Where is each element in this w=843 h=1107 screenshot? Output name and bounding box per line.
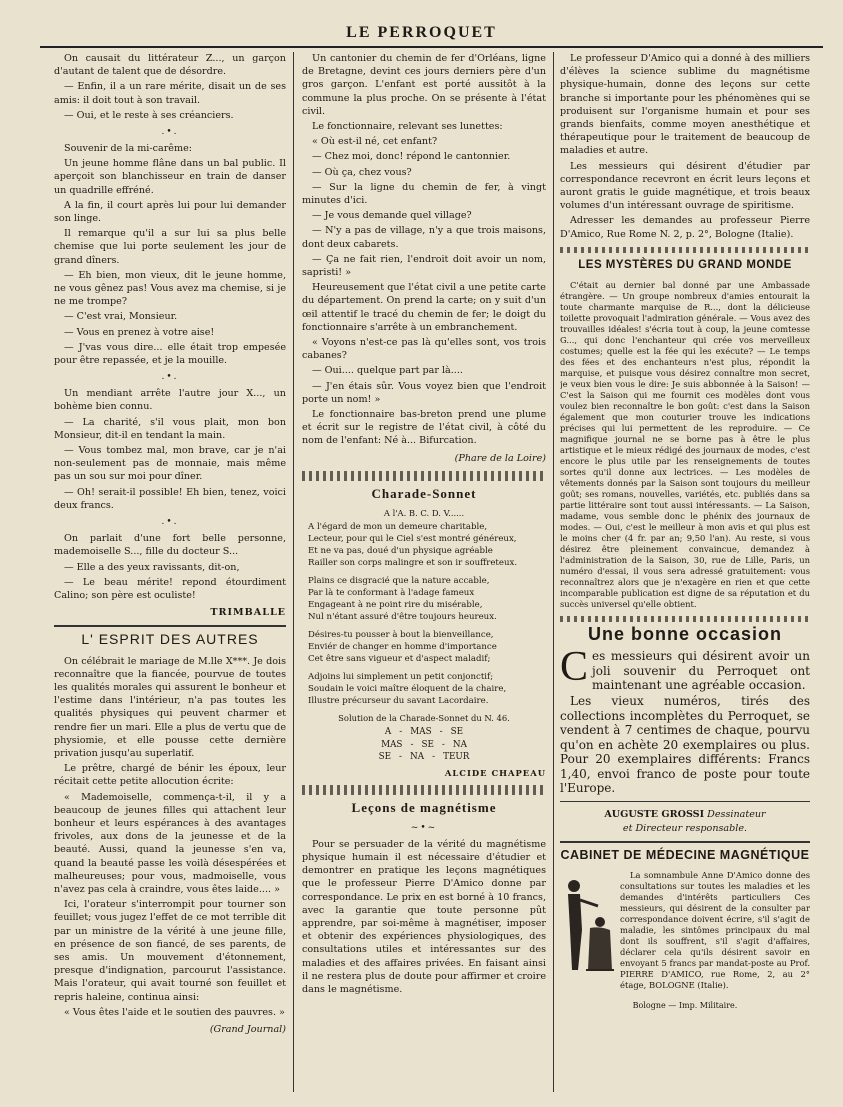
drop-cap: C <box>560 644 589 691</box>
ornament-border <box>560 247 810 253</box>
article-paragraph: Le prêtre, chargé de bénir les époux, leur récitait cette petite allocution écrite: <box>54 763 286 788</box>
publisher-name: AUGUSTE GROSSI <box>604 809 705 821</box>
charade-poem <box>302 521 546 707</box>
article-source: (Grand Journal) <box>209 1024 286 1035</box>
column-divider <box>553 52 554 1092</box>
anecdote-paragraph: — Oui, et le reste à ses créanciers. <box>64 109 234 121</box>
section-title-cabinet: CABINET DE MÉDECINE MAGNÉTIQUE <box>560 847 810 862</box>
column-middle <box>302 52 546 1092</box>
solution-cell: NA <box>452 739 467 750</box>
column-left <box>54 52 286 1092</box>
solution-cell: MAS <box>410 727 432 738</box>
anecdote-paragraph: — Elle a des yeux ravissants, dit-on, <box>64 561 240 573</box>
solution-cell: - <box>399 727 403 738</box>
ad-paragraph: es messieurs qui désirent avoir un joli souvenir du Perroquet ont maintenant une agréable occasion. <box>592 649 810 693</box>
ad-paragraph: C'était au dernier bal donné par une Ambassade étrangère. — Un groupe nombreux d'amies entourait la toute charmante marquise de R..., dont la délicieuse toilette provoquait l'admiration générale. — Vous avez des trouvailles idéales! s'écria tout à coup, la jeune comtesse G..., qui donc l'enchanteur qui crée vos merveilleux costumes; quelle est la fée qui les exécute? — Le temps des fées et des enchanteurs n'est plus, répondit la marquise, et puisque vous désirez connaître mon secret, je veux bien vous le dire: Je suis abbonnée à la Saison! — C'est la Saison qui me fournit ces modèles dont vous voulez bien reconnaître le bon goût: c'est dans la Saison également que mon couturier trouve les indications précises qui lui permettent de les reproduire. — Ce magnifique journal ne se borne pas à être le plus artistique et le mieux rédigé des journaux de modes, c'est encore le plus utile par les renseignements de toutes sortes qu'il donne aux lectrices. — Les modèles de vêtements donnés par la Saison sont toujours du meilleur goût; ses romans, nouvelles, variétés, etc. publiés dans sa partie littéraire sont tout aussi intéressants. — La Saison, madame, vous semble donc le phénix des journaux de modes. — Oui, c'est le meilleur à mon avis et qui plus est le moins cher (4 fr. par an; 9,50 l'an). Au reste, si vous désirez être pleinement convaincue, demandez à l'administration de la Saison, 30, rue de Lille, Paris, un numéro d'essai, il vous sera adressé gratuitement: vous reconnaîtrez alors que je n'exagère en rien et que cette incomparable publication est digne de sa réputation et du succès universel qu'elle obtient. <box>560 280 810 610</box>
solution-cell: SE <box>421 739 434 750</box>
anecdote-paragraph: — La charité, s'il vous plait, mon bon Monsieur, dit-il en tendant la main. <box>54 416 286 441</box>
solution-cell: - <box>432 752 436 763</box>
author-signature: TRIMBALLE <box>210 607 286 619</box>
solution-signature: ALCIDE CHAPEAU <box>444 767 546 778</box>
article-source: (Phare de la Loire) <box>454 452 546 464</box>
publisher-credit <box>560 808 810 834</box>
poem-line: Plains ce disgracié que la nature accable, <box>308 576 490 587</box>
article-paragraph: On célébrait le mariage de M.lle X***. Je dois reconnaître que la fiancée, pourvue de toutes les qualités morales qui assurent le bonheur et l'estime dans l'intérieur, n'a pas toutes les qualités physiques qui peuvent charmer et rendre fier un mari. Elle a plus de vertu que de physiomie, et elle pousse cette dernière privation jusqu'au superlatif. <box>54 655 286 759</box>
anecdote-paragraph: — Vous en prenez à votre aise! <box>64 326 215 338</box>
section-title-mysteres: LES MYSTÈRES DU GRAND MONDE <box>578 258 792 271</box>
dialogue-line: « Où est-il né, cet enfant? <box>312 136 438 148</box>
section-title-bonne-occasion: Une bonne occasion <box>587 624 783 645</box>
poem-line: Désires-tu pousser à bout la bienveillance, <box>308 630 494 641</box>
article-paragraph: Ici, l'orateur s'interrompit pour tourner son feuillet; vous jugez l'effet de ce mot terrible dit par un ministre de la vérité à une jeune fille, en présence de son fiancé, de ses parents, de ses amis. Un mouvement d'étonnement, presque d'indignation, parcourut l'assistance. Mais l'orateur, qui avait tourné son feuillet et repris haleine, continua ainsi: <box>54 899 286 1003</box>
anecdote-paragraph: On causait du littérateur Z..., un garçon d'autant de talent que de désordre. <box>54 53 286 78</box>
dialogue-line: — Chez moi, donc! répond le cantonnier. <box>312 151 511 163</box>
solution-row <box>302 739 546 752</box>
dialogue-line: — Oui.... quelque part par là.... <box>312 365 463 377</box>
poem-line: Nul n'étant assuré d'être toujours heureux. <box>308 612 497 623</box>
anecdote-paragraph: — Le beau mérite! repond étourdiment Calino; son père est oculiste! <box>54 576 286 601</box>
anecdote-paragraph: — Eh bien, mon vieux, dit le jeune homme, ne vous gênez pas! Vous avez ma chemise, si je ne me trompe? <box>54 269 286 308</box>
poem-line: Lecteur, pour qui le Ciel s'est montré généreux, <box>308 534 517 545</box>
dialogue-line: — N'y a pas de village, n'y a que trois maisons, dont deux cabarets. <box>302 225 546 250</box>
poem-line: Et ne va pas, doué d'un physique agréable <box>308 546 493 557</box>
printer-imprint: Bologne — Imp. Militaire. <box>632 1000 738 1010</box>
ad-paragraph: Les messieurs qui désirent d'étudier par correspondance recevront en écrit leurs leçons et auront gratis le guide magnétique, et trois beaux volumes d'un intéressant ouvrage de spiritisme. <box>560 160 810 212</box>
anecdote-paragraph: On parlait d'une fort belle personne, mademoiselle S..., fille du docteur S... <box>54 533 286 558</box>
solution-cell: - <box>439 727 443 738</box>
dialogue-line: — Sur la ligne du chemin de fer, à vingt minutes d'ici. <box>302 181 546 207</box>
article-paragraph: Pour se persuader de la vérité du magnétisme physique humain il est nécessaire d'étudier et demontrer en pratique les leçons magnétiques que le professeur Pierre D'Amico donne par correspondance. Le prix en est borné à 10 francs, avec la garantie que toute personne pût apprendre, par soi-même à magnétiser, imposer et obtenir des expériences physiologiques, des consultations utiles et intéressantes sur des maladies et des affaires privées. En faisant ainsi il ne restera plus de doute pour affirmer et croire dans le magnétisme. <box>302 838 546 996</box>
anecdote-paragraph: — C'est vrai, Monsieur. <box>64 311 178 323</box>
dialogue-line: « Voyons n'est-ce pas là qu'elles sont, vos trois cabanes? <box>302 337 546 362</box>
publisher-role: Dessinateur <box>707 809 766 821</box>
section-rule <box>560 801 810 802</box>
solution-row <box>302 751 546 764</box>
article-paragraph: Le fonctionnaire bas-breton prend une plume et écrit sur le registre de l'état civil, à côté du nom de l'enfant: Né à... Bifurcation. <box>302 409 546 447</box>
dialogue-line: — J'en étais sûr. Vous voyez bien que l'endroit porte un nom! » <box>302 380 546 405</box>
masthead-rule <box>40 46 823 48</box>
anecdote-paragraph: — Enfin, il a un rare mérite, disait un de ses amis: il doit tout à son travail. <box>54 81 286 106</box>
magnetizer-illustration-icon <box>560 870 614 980</box>
bonne-occasion-block <box>560 644 810 795</box>
solution-table <box>302 726 546 764</box>
anecdote-paragraph: Un jeune homme flâne dans un bal public. Il aperçoit son blanchisseur en train de danser un quadrille effréné. <box>54 158 286 196</box>
dialogue-line: — Où ça, chez vous? <box>312 166 412 178</box>
column-right <box>560 52 810 1092</box>
separator-flourish: ~•~ <box>410 822 438 833</box>
section-rule <box>54 625 286 627</box>
poem-line: Par là te conformant à l'adage fameux <box>308 588 475 599</box>
poem-line: Illustre précurseur du savant Lacordaire. <box>308 696 489 707</box>
solution-cell: SE <box>450 727 464 738</box>
ornament-border <box>560 616 810 622</box>
article-paragraph: « Mademoiselle, commença-t-il, il y a beaucoup de jeunes filles qui attachent leur bonheur et leurs espérances à des avantages frivoles, aux dons de la jeunesse et de la beauté. Aussi, quand la jeunesse s'en va, quand la beauté passe les voilà désespérées et malheureuses; pour vous, madmoiselle, vous n'avez pas cela à craindre, vous êtes laide.... » <box>54 791 286 895</box>
solution-row <box>302 726 546 739</box>
separator-dots: .•. <box>161 372 179 383</box>
poem-line: A l'égard de mon un demeure charitable, <box>308 522 488 533</box>
cabinet-block <box>560 870 810 991</box>
dialogue-line: — Ça ne fait rien, l'endroit doit avoir un nom, sapristi! » <box>302 253 546 279</box>
anecdote-paragraph: Il remarque qu'il a sur lui sa plus belle chemise que lui porte seulement les jour de grand dîners. <box>54 228 286 266</box>
ad-paragraph: La somnambule Anne D'Amico donne des consultations sur toutes les maladies et les demandes d'intérêts particuliers Ces messieurs, qui désirent de la consulter par correspondance doivent écrire, s'il s'agit de maladie, les sintômes principaux du mal dont ils souffrent, s'il s'agit d'affaires, déclarer cela qu'ils désirent savoir en envoyant 5 francs par mandat-poste au Prof. PIERRE D'AMICO, rue Rome, 2, au 2° étage, BOLOGNE (Italie). <box>620 869 810 990</box>
section-title-lecons: Leçons de magnétisme <box>351 799 497 815</box>
section-title-charade: Charade-Sonnet <box>371 485 477 501</box>
ornament-border <box>302 471 546 481</box>
charade-dedication: A l'A. B. C. D. V...... <box>383 508 465 519</box>
ad-paragraph: Adresser les demandes au professeur Pierre D'Amico, Rue Rome N. 2, p. 2°, Bologne (Italie). <box>560 215 810 240</box>
solution-cell: - <box>441 739 445 750</box>
anecdote-paragraph: — Vous tombez mal, mon brave, car je n'ai non-seulement pas de monnaie, mais même pas un sou sur moi pour dîner. <box>54 445 286 483</box>
poem-line: Cet être sans vigueur et d'aspect maladif; <box>308 654 491 665</box>
article-paragraph: Heureusement que l'état civil a une petite carte du département. On prend la carte; on y suit d'un œil attentif le tracé du chemin de fer; le doigt du fonctionnaire s'arrête à un embranchement. <box>302 282 546 333</box>
separator-dots: .•. <box>161 127 179 138</box>
poem-line: Engageant à ne point rire du misérable, <box>308 600 483 611</box>
solution-cell: NA <box>410 752 425 763</box>
article-paragraph: « Vous êtes l'aide et le soutien des pauvres. » <box>64 1006 285 1018</box>
ad-paragraph: Le professeur D'Amico qui a donné à des milliers d'élèves la science sublime du magnétisme physique-humain, donne des leçons sur cette branche si importante pour les phénomènes qui se produisent sur l'organisme humain et pour ses grands bienfaits, comme moyen anesthétique et thérapeutique pour le traitement de beaucoup de maladies et autre. <box>560 53 810 157</box>
poem-line: Adjoins lui simplement un petit conjonctif; <box>308 672 494 683</box>
ornament-border <box>302 785 546 795</box>
separator-dots: .•. <box>161 517 179 528</box>
publisher-role: et Directeur responsable. <box>622 822 748 834</box>
anecdote-paragraph: — Oh! serait-il possible! Eh bien, tenez, voici deux francs. <box>54 486 286 511</box>
anecdote-heading: Souvenir de la mi-carême: <box>64 143 192 155</box>
solution-cell: A <box>384 727 392 738</box>
anecdote-paragraph: A la fin, il court après lui pour lui demander son linge. <box>54 199 286 225</box>
masthead: LE PERROQUET <box>346 24 497 41</box>
column-divider <box>293 52 294 1092</box>
poem-line: Railler son corps malingre et son ir souffreteux. <box>308 558 518 569</box>
poem-line: Soudain le voici maître éloquent de la chaire, <box>308 684 507 695</box>
anecdote-paragraph: Un mendiant arrête l'autre jour X..., un bohème bien connu. <box>54 388 286 413</box>
solution-cell: TEUR <box>443 752 470 763</box>
solution-label: Solution de la Charade-Sonnet du N. 46. <box>338 713 510 724</box>
dialogue-line: — Je vous demande quel village? <box>312 210 472 222</box>
solution-cell: SE <box>378 752 392 763</box>
solution-cell: MAS <box>381 739 403 750</box>
section-title-esprit: L' ESPRIT DES AUTRES <box>81 631 259 648</box>
ad-paragraph: Les vieux numéros, tirés des collections incomplètes du Perroquet, se vendent à 7 centimes de chaque, pourvu qu'on en achète 20 exemplaires ou plus. Pour 20 exemplaires différents: Francs 1,40, envoi franco de poste pour toute l'Europe. <box>560 694 810 795</box>
solution-cell: - <box>410 739 414 750</box>
anecdote-paragraph: — J'vas vous dire... elle était trop empesée pour être repassée, et je la mouille. <box>54 341 286 367</box>
article-paragraph: Le fonctionnaire, relevant ses lunettes: <box>312 121 503 133</box>
solution-cell: - <box>399 752 403 763</box>
poem-line: Enviér de changer en homme d'importance <box>308 642 497 653</box>
section-rule <box>560 841 810 843</box>
article-paragraph: Un cantonier du chemin de fer d'Orléans, ligne de Bretagne, devint ces jours derniers père d'un gros garçon. L'enfant est porté aussitôt à la commune la plus proche. On se présente à l'état civil. <box>302 53 546 117</box>
